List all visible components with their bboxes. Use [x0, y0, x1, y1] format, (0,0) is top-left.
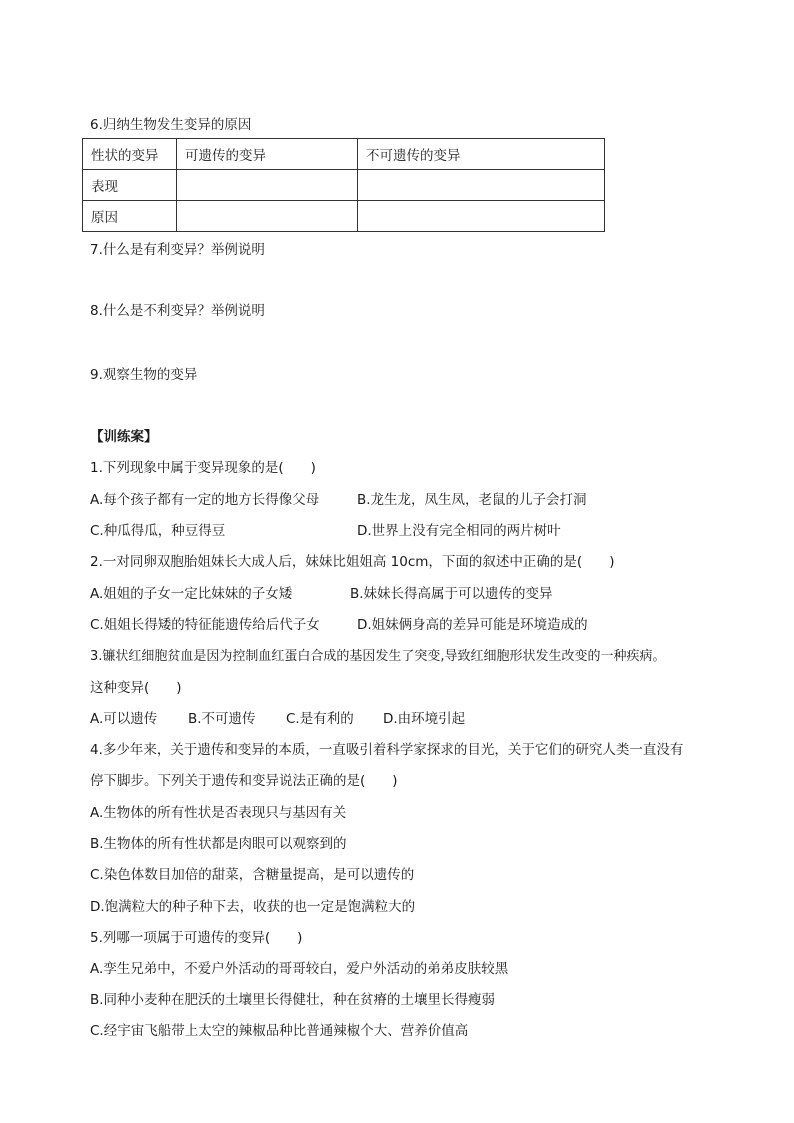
t2-option-a: A.姐姐的子女一定比妹妹的子女矮 — [90, 586, 293, 602]
t4-stem-line2: 停下脚步。下列关于遗传和变异说法正确的是( ) — [90, 773, 398, 789]
t5-option-a: A.孪生兄弟中，不爱户外活动的哥哥较白，爱户外活动的弟弟皮肤较黑 — [90, 961, 509, 977]
t3-option-c: C.是有利的 — [286, 711, 354, 727]
table-cell — [358, 201, 605, 232]
t1-option-b: B.龙生龙，凤生凤，老鼠的儿子会打洞 — [357, 492, 587, 508]
t2-option-c: C.姐姐长得矮的特征能遗传给后代子女 — [90, 617, 320, 633]
table-header-row — [83, 139, 605, 170]
table-row — [83, 201, 605, 232]
t1-option-c: C.种瓜得瓜，种豆得豆 — [90, 523, 226, 539]
q8-text: 8.什么是不利变异？举例说明 — [90, 303, 265, 319]
t4-option-b: B.生物体的所有性状都是肉眼可以观察到的 — [90, 836, 347, 852]
t4-option-d: D.饱满粒大的种子种下去，收获的也一定是饱满粒大的 — [90, 899, 416, 915]
q7-text: 7.什么是有利变异？举例说明 — [90, 242, 265, 258]
t5-option-b: B.同种小麦种在肥沃的土壤里长得健壮，种在贫瘠的土壤里长得瘦弱 — [90, 992, 496, 1008]
section-title: 【训练案】 — [90, 429, 158, 445]
table-row — [83, 170, 605, 201]
t3-stem-line1: 3.镰状红细胞贫血是因为控制血红蛋白合成的基因发生了突变,导致红细胞形状发生改变的一种疾病。 — [90, 649, 666, 664]
t5-option-c: C.经宇宙飞船带上太空的辣椒品种比普通辣椒个大、营养价值高 — [90, 1023, 469, 1039]
table-cell — [177, 170, 358, 201]
table-cell: 原因 — [83, 201, 177, 232]
table-header-cell: 不可遗传的变异 — [358, 139, 605, 170]
q6-title: 6.归纳生物发生变异的原因 — [90, 117, 252, 133]
t4-option-c: C.染色体数目加倍的甜菜，含糖量提高，是可以遗传的 — [90, 867, 415, 883]
variation-table — [82, 138, 605, 232]
t1-option-d: D.世界上没有完全相同的两片树叶 — [357, 523, 561, 539]
t3-option-a: A.可以遗传 — [90, 711, 158, 727]
t4-stem-line1: 4.多少年来，关于遗传和变异的本质，一直吸引着科学家探求的目光，关于它们的研究人类一直没有 — [90, 742, 684, 758]
q9-text: 9.观察生物的变异 — [90, 367, 198, 383]
t4-option-a: A.生物体的所有性状是否表现只与基因有关 — [90, 805, 347, 821]
table-header-cell: 性状的变异 — [83, 139, 177, 170]
t5-stem: 5.列哪一项属于可遗传的变异( ) — [90, 930, 303, 946]
table-cell — [358, 170, 605, 201]
table-cell: 表现 — [83, 170, 177, 201]
t2-option-b: B.妹妹长得高属于可以遗传的变异 — [350, 586, 553, 602]
t2-stem: 2.一对同卵双胞胎姐妹长大成人后，妹妹比姐姐高 10cm，下面的叙述中正确的是( ) — [90, 554, 615, 570]
table-header-cell: 可遗传的变异 — [177, 139, 358, 170]
t3-stem-line2: 这种变异( ) — [90, 680, 182, 696]
t3-option-d: D.由环境引起 — [383, 711, 466, 727]
t2-option-d: D.姐妹俩身高的差异可能是环境造成的 — [357, 617, 588, 633]
t3-option-b: B.不可遗传 — [188, 711, 256, 727]
table-cell — [177, 201, 358, 232]
t1-option-a: A.每个孩子都有一定的地方长得像父母 — [90, 492, 320, 508]
t1-stem: 1.下列现象中属于变异现象的是( ) — [90, 460, 316, 476]
